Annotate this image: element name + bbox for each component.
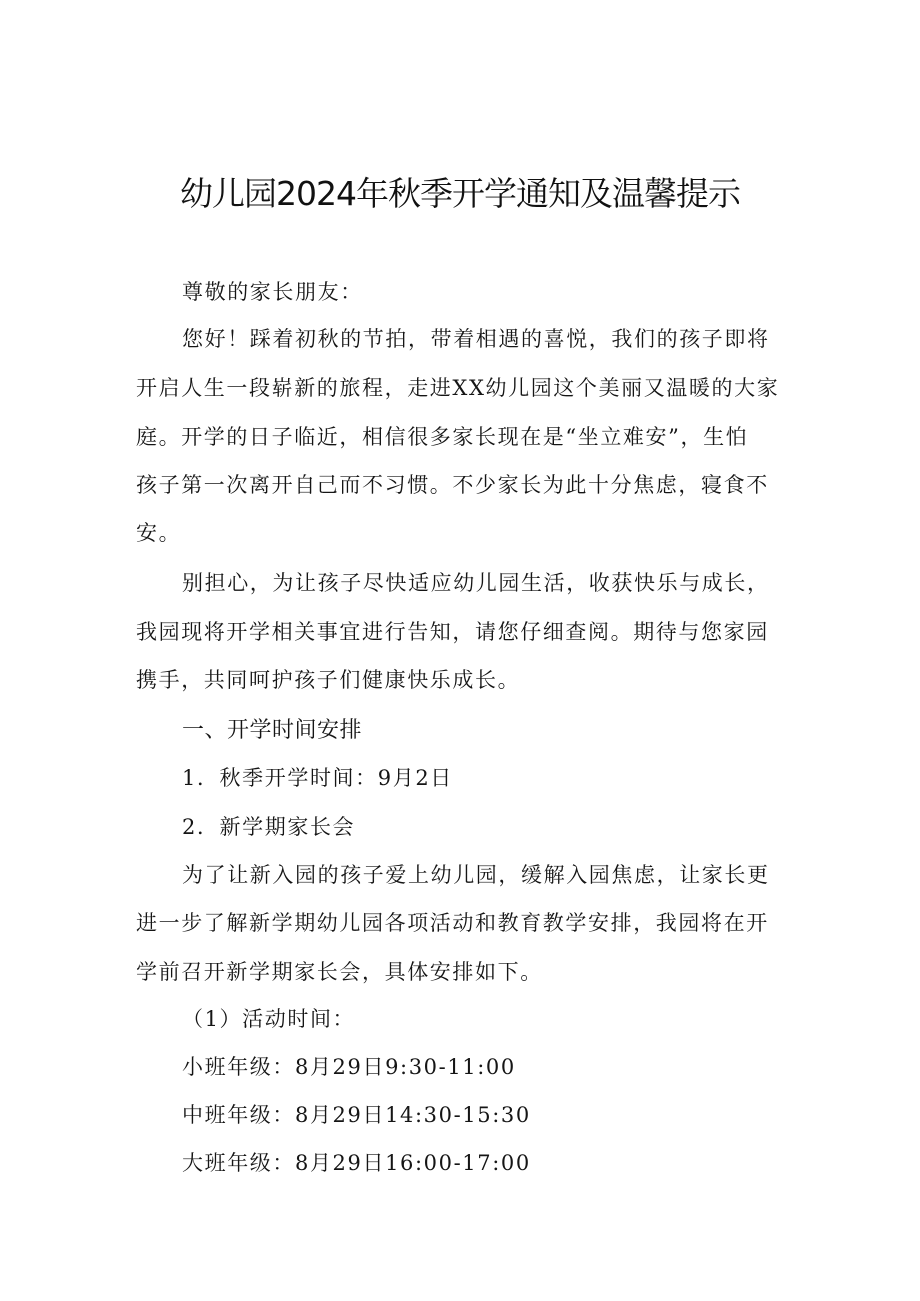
salutation: 尊敬的家长朋友： — [182, 280, 363, 304]
section-heading: 一、开学时间安排 — [182, 718, 363, 743]
paragraph-line: 孩子第一次离开自己而不习惯。不少家长为此十分焦虑，寝食不 — [136, 473, 769, 497]
schedule-item: 中班年级：8月29日14:30-15:30 — [182, 1103, 531, 1127]
paragraph-line: 您好！踩着初秋的节拍，带着相遇的喜悦，我们的孩子即将 — [182, 327, 770, 351]
paragraph-line: 学前召开新学期家长会，具体安排如下。 — [136, 960, 543, 984]
paragraph-line: 进一步了解新学期幼儿园各项活动和教育教学安排，我园将在开 — [136, 911, 769, 935]
document-title: 幼儿园2024年秋季开学通知及温馨提示 — [180, 174, 740, 213]
paragraph-line: 开启人生一段崭新的旅程，走进XX幼儿园这个美丽又温暖的大家 — [136, 376, 780, 400]
paragraph-line: 我园现将开学相关事宜进行告知，请您仔细查阅。期待与您家园 — [136, 620, 769, 644]
paragraph-line: 别担心，为让孩子尽快适应幼儿园生活，收获快乐与成长， — [182, 571, 770, 595]
schedule-item: 大班年级：8月29日16:00-17:00 — [182, 1151, 531, 1175]
list-item: 2．新学期家长会 — [182, 815, 356, 839]
list-item: 1．秋季开学时间：9月2日 — [182, 766, 453, 790]
paragraph-line: 安。 — [136, 521, 182, 545]
schedule-item: 小班年级：8月29日9:30-11:00 — [182, 1055, 516, 1079]
paragraph-line: 为了让新入园的孩子爱上幼儿园，缓解入园焦虑，让家长更 — [182, 863, 770, 887]
paragraph-line: 庭。开学的日子临近，相信很多家长现在是“坐立难安”，生怕 — [136, 425, 749, 449]
sub-heading: （1）活动时间： — [182, 1007, 356, 1031]
paragraph-line: 携手，共同呵护孩子们健康快乐成长。 — [136, 668, 521, 692]
